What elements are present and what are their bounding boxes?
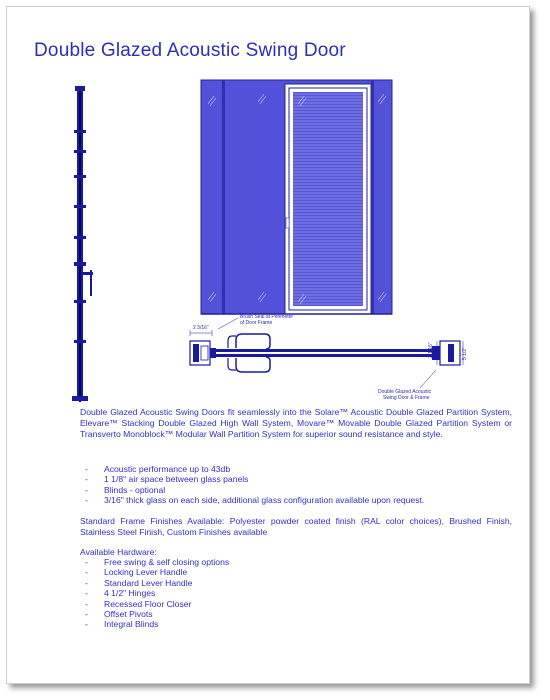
list-item: - Recessed Floor Closer xyxy=(85,599,229,609)
list-item: - Integral Blinds xyxy=(85,619,229,629)
brush-seal-callout-line2: of Door Frame xyxy=(240,320,273,326)
description-paragraph: Double Glazed Acoustic Swing Doors fit seamlessly into the Solare™ Acoustic Double Glazed Partition System, Elevare™ Stacking Double Glazed High Wall System, Movare™ Movable Double Glazed Partition System or Transverto Monoblock™ Modular Wall Partition System for superior sound resistance and style. xyxy=(80,407,512,440)
brush-seal-callout-line1: Brush Seal at Perimeter xyxy=(240,314,294,320)
finishes-paragraph: Standard Frame Finishes Available: Polyester powder coated finish (RAL color choices), Brushed Finish, Stainless Steel Finish, Custom Finishes available xyxy=(80,516,512,538)
list-item: - Offset Pivots xyxy=(85,609,229,619)
list-item: - 4 1/2" Hinges xyxy=(85,588,229,598)
plan-section-view xyxy=(190,314,468,401)
side-section-view xyxy=(72,86,93,402)
page-title: Double Glazed Acoustic Swing Door xyxy=(34,40,346,61)
door-frame-callout-line2: Swing Door & Frame xyxy=(383,395,430,401)
dim-left-label: 2 3/16" xyxy=(193,325,209,331)
hardware-list xyxy=(85,557,229,630)
dim-right-a-label: 2 1/16" xyxy=(428,342,434,358)
dim-right-b-label: 5 1/2" xyxy=(462,347,468,360)
list-item: - Blinds - optional xyxy=(85,485,424,495)
list-item: - Free swing & self closing options xyxy=(85,557,229,567)
door-frame-callout-line1: Double Glazed Acoustic xyxy=(378,389,432,395)
list-item: - 3/16" thick glass on each side, additional glass configuration available upon request. xyxy=(85,495,424,505)
list-item: - 1 1/8" air space between glass panels xyxy=(85,474,424,484)
elevation-view xyxy=(201,80,392,314)
list-item: - Locking Lever Handle xyxy=(85,567,229,577)
list-item: - Acoustic performance up to 43db xyxy=(85,464,424,474)
hardware-heading: Available Hardware: xyxy=(80,547,157,557)
list-item: - Standard Lever Handle xyxy=(85,578,229,588)
feature-list xyxy=(85,464,424,506)
